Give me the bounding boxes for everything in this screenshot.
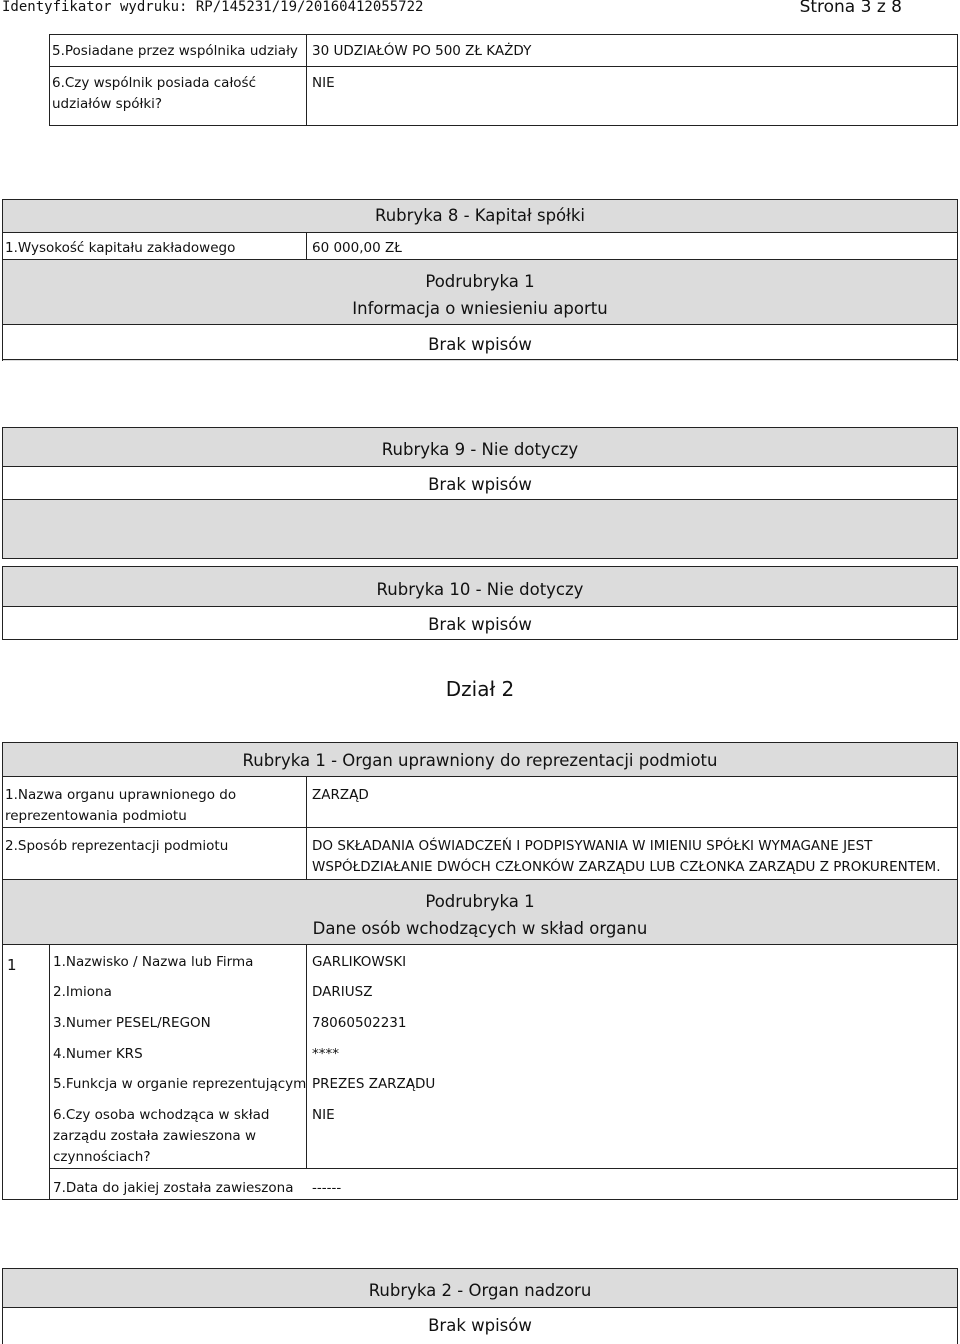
suspended-label-1: 6.Czy osoba wchodząca w skład (53, 1107, 270, 1123)
rubryka2-title: Rubryka 2 - Organ nadzoru (368, 1281, 592, 1300)
organ-way-value-2: WSPÓŁDZIAŁANIE DWÓCH CZŁONKÓW ZARZĄDU LUB CZŁONKA ZARZĄDU Z PROKURENTEM. (312, 859, 941, 875)
members-sub-title: Podrubryka 1 (425, 892, 535, 911)
whole-shares-label-2: udziałów spółki? (52, 96, 163, 112)
rubryka2-empty-text: Brak wpisów (428, 1316, 532, 1335)
surname-label: 1.Nazwisko / Nazwa lub Firma (53, 954, 254, 970)
aport-empty-text: Brak wpisów (428, 335, 532, 354)
aport-sub-subtitle: Informacja o wniesieniu aportu (352, 299, 608, 318)
names-value: DARIUSZ (312, 984, 373, 1000)
rubryka9-title: Rubryka 9 - Nie dotyczy (381, 440, 579, 459)
suspended-date-value: ------ (312, 1180, 342, 1196)
members-sub-subtitle: Dane osób wchodzących w skład organu (312, 919, 648, 938)
dzial-title: Dział 2 (445, 677, 515, 701)
organ-name-value: ZARZĄD (312, 787, 369, 803)
surname-value: GARLIKOWSKI (312, 954, 407, 970)
whole-shares-label-1: 6.Czy wspólnik posiada całość (52, 75, 257, 91)
pesel-label: 3.Numer PESEL/REGON (53, 1015, 211, 1031)
whole-shares-value: NIE (312, 75, 335, 91)
rubryka9-empty-text: Brak wpisów (428, 475, 532, 494)
suspended-value: NIE (312, 1107, 335, 1123)
organ-name-label-2: reprezentowania podmiotu (5, 808, 187, 824)
suspended-date-label: 7.Data do jakiej została zawieszona (53, 1180, 294, 1196)
print-identifier: Identyfikator wydruku: RP/145231/19/20160412055722 (2, 0, 424, 15)
krs-label: 4.Numer KRS (53, 1046, 143, 1062)
organ-name-label-1: 1.Nazwa organu uprawnionego do (5, 787, 237, 803)
organ-title: Rubryka 1 - Organ uprawniony do reprezentacji podmiotu (242, 751, 718, 770)
function-value: PREZES ZARZĄDU (312, 1076, 436, 1092)
rubryka10-title: Rubryka 10 - Nie dotyczy (376, 580, 584, 599)
capital-value: 60 000,00 ZŁ (312, 240, 402, 256)
shares-label: 5.Posiadane przez wspólnika udziały (52, 43, 298, 59)
rubryka10-empty-text: Brak wpisów (428, 615, 532, 634)
suspended-label-3: czynnościach? (53, 1149, 151, 1165)
function-label: 5.Funkcja w organie reprezentującym (53, 1076, 307, 1092)
suspended-label-2: zarządu została zawieszona w (53, 1128, 257, 1144)
pesel-value: 78060502231 (312, 1015, 407, 1031)
organ-way-value-1: DO SKŁADANIA OŚWIADCZEŃ I PODPISYWANIA W IMIENIU SPÓŁKI WYMAGANE JEST (312, 838, 873, 854)
organ-way-label: 2.Sposób reprezentacji podmiotu (5, 838, 229, 854)
capital-label: 1.Wysokość kapitału zakładowego (5, 240, 236, 256)
aport-sub-title: Podrubryka 1 (425, 272, 535, 291)
rubryka8-title: Rubryka 8 - Kapitał spółki (375, 206, 585, 225)
shares-value: 30 UDZIAŁÓW PO 500 ZŁ KAŻDY (312, 43, 532, 59)
member-index: 1 (7, 956, 17, 974)
names-label: 2.Imiona (53, 984, 112, 1000)
krs-value: **** (312, 1046, 339, 1062)
page-number: Strona 3 z 8 (799, 0, 902, 17)
